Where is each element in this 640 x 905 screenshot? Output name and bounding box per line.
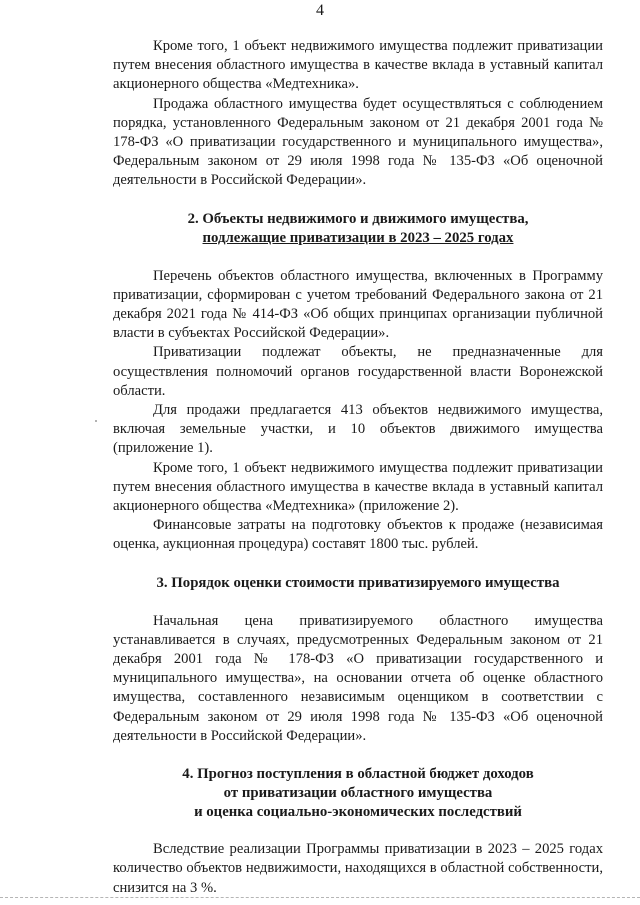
section-4-paragraph-1: Вследствие реализации Программы приватизации в 2023 – 2025 годах количество объектов недвижимости, находящихся в областной собственности, снизится на 3 %.	[113, 841, 603, 896]
intro-paragraph-2: Продажа областного имущества будет осуществляться с соблюдением порядка, установленного Федеральным законом от 21 декабря 2001 года № 178-ФЗ «О приватизации государственного и муниципального имущества», Федеральным законом от 29 июля 1998 года № 135-ФЗ «Об оценочной деятельности в Российской Федерации».	[113, 95, 603, 189]
scan-bottom-edge	[0, 897, 640, 898]
section-2-paragraph-2: Приватизации подлежат объекты, не предназначенные для осуществления полномочий органов государственной власти Воронежской области.	[113, 344, 603, 399]
scan-margin-mark	[95, 420, 97, 422]
section-4-heading-line-1: 4. Прогноз поступления в областной бюджет доходов	[182, 766, 534, 783]
section-2-paragraph-1: Перечень объектов областного имущества, включенных в Программу приватизации, сформирован с учетом требований Федерального закона от 21 декабря 2021 года № 414-ФЗ «Об общих принципах организации публичной власти в субъектах Российской Федерации».	[113, 267, 603, 342]
section-2-heading-line-2: подлежащие приватизации в 2023 – 2025 годах	[202, 229, 514, 246]
section-2-paragraph-5: Финансовые затраты на подготовку объектов к продаже (независимая оценка, аукционная процедура) составят 1800 тыс. рублей.	[113, 517, 603, 553]
section-2-paragraph-4: Кроме того, 1 объект недвижимого имущества подлежит приватизации путем внесения областного имущества в качестве вклада в уставный капитал акционерного общества «Медтехника» (приложение 2).	[113, 459, 603, 515]
section-3-paragraph-1: Начальная цена приватизируемого областного имущества устанавливается в случаях, предусмотренных Федеральным законом от 21 декабря 2001 года № 178-ФЗ «О приватизации государственного и муниципального имущества», на основании отчета об оценке областного имущества, составленного независимым оценщиком в соответствии с Федеральным законом от 29 июля 1998 года № 135-ФЗ «Об оценочной деятельности в Российской Федерации».	[113, 612, 603, 744]
page-number: 4	[316, 2, 324, 19]
section-4-heading	[113, 765, 603, 822]
section-2-paragraph-3: Для продажи предлагается 413 объектов недвижимого имущества, включая земельные участки, и 10 объектов движимого имущества (приложение 1).	[113, 402, 603, 457]
section-2-heading	[113, 210, 603, 248]
section-4-heading-line-2: от приватизации областного имущества	[223, 785, 493, 802]
section-3-heading-line: 3. Порядок оценки стоимости приватизируемого имущества	[156, 574, 560, 591]
section-2-heading-line-1: 2. Объекты недвижимого и движимого имущества,	[187, 210, 529, 227]
intro-paragraph-1: Кроме того, 1 объект недвижимого имущества подлежит приватизации путем внесения областного имущества в качестве вклада в уставный капитал акционерного общества «Медтехника».	[113, 38, 603, 93]
section-3-heading	[113, 574, 603, 593]
document-body	[113, 37, 603, 898]
section-4-heading-line-3: и оценка социально-экономических последствий	[194, 804, 522, 821]
